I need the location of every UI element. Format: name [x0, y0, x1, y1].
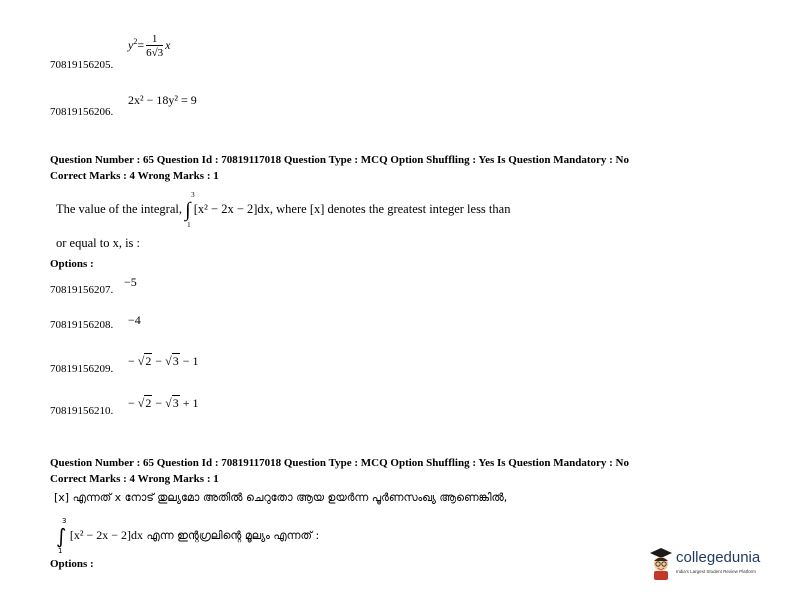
q65-header-line2: Correct Marks : 4 Wrong Marks : 1	[50, 170, 219, 182]
option-208-value: −4	[128, 313, 141, 327]
q65-options-label: Options :	[50, 258, 94, 270]
q65-ml-line2: ∫ 3 1 [x² − 2x − 2]dx എന്ന ഇന്റഗ്രലിന്റെ മൂല്യം എന്നത് :	[56, 517, 320, 555]
q65-question-line2: or equal to x, is :	[56, 236, 141, 250]
q65-ml-header-line2: Correct Marks : 4 Wrong Marks : 1	[50, 473, 219, 485]
logo-wordmark: collegedunia	[676, 549, 761, 566]
q65-header-line1: Question Number : 65 Question Id : 70819117018 Question Type : MCQ Option Shuffling : Yes Is Question Mandatory : No	[50, 154, 629, 166]
logo-tagline: India's Largest Student Review Platform	[676, 569, 756, 574]
integral-symbol-ml: ∫ 3 1	[56, 517, 67, 555]
q65-ml-header-line1: Question Number : 65 Question Id : 70819117018 Question Type : MCQ Option Shuffling : Yes Is Question Mandatory : No	[50, 457, 629, 469]
option-209-id: 70819156209.	[50, 363, 114, 375]
option-206-expression: 2x² − 18y² = 9	[128, 93, 197, 107]
option-209-value: − √2 − √3 − 1	[128, 354, 199, 368]
q65-question-line1: The value of the integral, ∫ 3 1 [x² − 2x − 2]dx, where [x] denotes the greatest integer less than	[56, 191, 511, 229]
option-206-id: 70819156206.	[50, 106, 114, 118]
option-207-id: 70819156207.	[50, 284, 114, 296]
q65-ml-options-label: Options :	[50, 558, 94, 570]
q65-ml-line1: [x] എന്നത് x നോട് തുല്യമോ അതിൽ ചെറുതോ ആയ ഉയർന്ന പൂർണസംഖ്യ ആണെങ്കിൽ,	[54, 491, 508, 504]
option-207-value: −5	[124, 275, 137, 289]
option-208-id: 70819156208.	[50, 319, 114, 331]
option-205-expression: $y^2=$ $\frac{1}{6√3}$ x	[128, 33, 171, 59]
integral-symbol: ∫ 3 1	[185, 191, 195, 229]
option-210-id: 70819156210.	[50, 405, 114, 417]
option-210-value: − √2 − √3 + 1	[128, 396, 199, 410]
option-205-id: 70819156205.	[50, 59, 114, 71]
collegedunia-logo	[648, 545, 770, 585]
student-mascot-icon	[648, 545, 674, 581]
